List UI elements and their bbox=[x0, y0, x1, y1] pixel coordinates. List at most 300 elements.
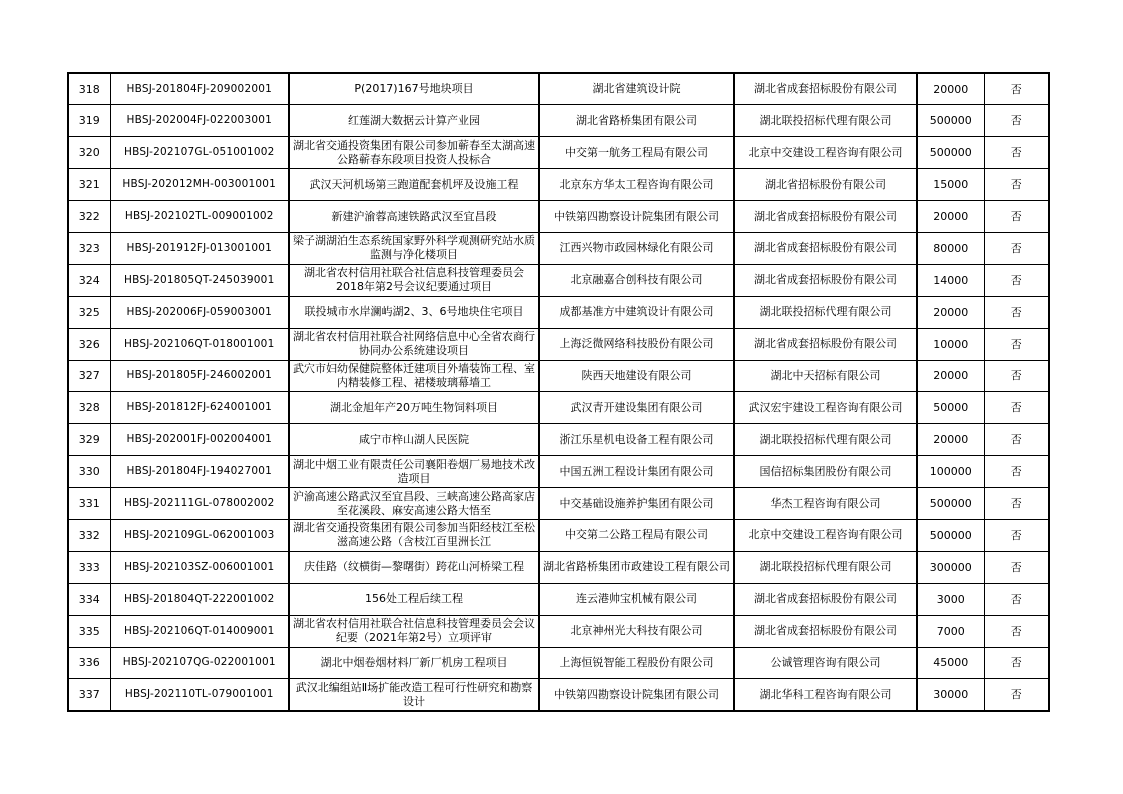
amount-cell bbox=[917, 360, 984, 392]
flag-cell bbox=[984, 73, 1049, 105]
flag: 否 bbox=[1010, 146, 1022, 160]
flag: 否 bbox=[1010, 305, 1022, 319]
bid-agency: 湖北联投招标代理有限公司 bbox=[759, 305, 892, 319]
design-unit-cell bbox=[539, 551, 734, 583]
amount-cell bbox=[917, 488, 984, 520]
bid-agency-cell bbox=[734, 73, 917, 105]
project-code-cell bbox=[110, 360, 289, 392]
row-number: 334 bbox=[78, 592, 100, 606]
project-code-cell bbox=[110, 328, 289, 360]
row-number-cell bbox=[68, 392, 110, 424]
project-code: HBSJ-202004FJ-022003001 bbox=[126, 114, 272, 127]
design-unit: 中交第二公路工程局有限公司 bbox=[565, 528, 708, 542]
row-number: 326 bbox=[78, 337, 100, 351]
design-unit-cell bbox=[539, 105, 734, 137]
project-code-cell bbox=[110, 232, 289, 264]
row-number: 336 bbox=[78, 656, 100, 670]
bid-agency-cell bbox=[734, 105, 917, 137]
bid-agency: 湖北省成套招标股份有限公司 bbox=[754, 624, 897, 638]
flag-cell bbox=[984, 232, 1049, 264]
row-number-cell bbox=[68, 296, 110, 328]
bid-agency-cell bbox=[734, 264, 917, 296]
amount: 20000 bbox=[933, 433, 969, 447]
records-table bbox=[67, 72, 1050, 712]
flag: 否 bbox=[1010, 82, 1022, 96]
design-unit: 湖北省路桥集团有限公司 bbox=[576, 113, 697, 127]
design-unit: 北京神州光大科技有限公司 bbox=[570, 624, 703, 638]
project-code: HBSJ-201804FJ-194027001 bbox=[126, 465, 272, 478]
design-unit-cell bbox=[539, 583, 734, 615]
design-unit: 上海恒锐智能工程股份有限公司 bbox=[559, 655, 714, 669]
project-name: 咸宁市梓山湖人民医院 bbox=[359, 432, 469, 446]
row-number-cell bbox=[68, 679, 110, 711]
project-name: 湖北中烟卷烟材料厂新厂机房工程项目 bbox=[320, 655, 508, 669]
project-name: 新建沪渝蓉高速铁路武汉至宜昌段 bbox=[331, 209, 497, 223]
project-name-cell bbox=[289, 201, 539, 233]
project-name: 武汉天河机场第三跑道配套机坪及设施工程 bbox=[309, 177, 519, 191]
project-name-cell bbox=[289, 264, 539, 296]
row-number: 320 bbox=[78, 146, 100, 160]
flag: 否 bbox=[1010, 656, 1022, 670]
row-number-cell bbox=[68, 456, 110, 488]
design-unit-cell bbox=[539, 392, 734, 424]
flag: 否 bbox=[1010, 241, 1022, 255]
bid-agency-cell bbox=[734, 201, 917, 233]
project-name: 庆佳路（纹横街—黎曙街）跨花山河桥梁工程 bbox=[304, 560, 524, 574]
project-name: 武汉北编组站Ⅱ场扩能改造工程可行性研究和勘察设计 bbox=[295, 680, 533, 708]
bid-agency: 湖北华科工程咨询有限公司 bbox=[759, 687, 892, 701]
row-number-cell bbox=[68, 73, 110, 105]
flag-cell bbox=[984, 679, 1049, 711]
project-code-cell bbox=[110, 105, 289, 137]
amount-cell bbox=[917, 456, 984, 488]
amount: 500000 bbox=[929, 497, 972, 511]
table-row bbox=[68, 105, 1049, 137]
project-code-cell bbox=[110, 169, 289, 201]
amount: 14000 bbox=[933, 273, 969, 287]
bid-agency-cell bbox=[734, 519, 917, 551]
design-unit-cell bbox=[539, 424, 734, 456]
project-code: HBSJ-202110TL-079001001 bbox=[124, 688, 274, 701]
project-code: HBSJ-202103SZ-006001001 bbox=[124, 560, 275, 573]
project-code: HBSJ-201805QT-245039001 bbox=[124, 273, 275, 286]
row-number: 331 bbox=[78, 497, 100, 511]
project-code-cell bbox=[110, 647, 289, 679]
amount: 10000 bbox=[933, 337, 969, 351]
flag: 否 bbox=[1010, 592, 1022, 606]
flag-cell bbox=[984, 424, 1049, 456]
row-number-cell bbox=[68, 551, 110, 583]
amount: 3000 bbox=[936, 592, 965, 606]
project-name: 湖北省农村信用社联合社网络信息中心全省农商行协同办公系统建设项目 bbox=[293, 330, 535, 358]
row-number-cell bbox=[68, 137, 110, 169]
table-row bbox=[68, 392, 1049, 424]
amount: 20000 bbox=[933, 82, 969, 96]
project-code-cell bbox=[110, 73, 289, 105]
project-code-cell bbox=[110, 296, 289, 328]
bid-agency-cell bbox=[734, 424, 917, 456]
amount-cell bbox=[917, 519, 984, 551]
row-number: 329 bbox=[78, 433, 100, 447]
project-code-cell bbox=[110, 583, 289, 615]
design-unit: 中铁第四勘察设计院集团有限公司 bbox=[554, 687, 719, 701]
row-number-cell bbox=[68, 169, 110, 201]
project-name-cell bbox=[289, 456, 539, 488]
row-number-cell bbox=[68, 488, 110, 520]
bid-agency: 湖北省成套招标股份有限公司 bbox=[754, 209, 897, 223]
design-unit-cell bbox=[539, 328, 734, 360]
project-name-cell bbox=[289, 551, 539, 583]
design-unit: 中铁第四勘察设计院集团有限公司 bbox=[554, 209, 719, 223]
design-unit: 北京东方华太工程咨询有限公司 bbox=[559, 177, 714, 191]
design-unit: 中交基础设施养护集团有限公司 bbox=[559, 496, 714, 510]
project-code-cell bbox=[110, 551, 289, 583]
row-number-cell bbox=[68, 105, 110, 137]
table-row bbox=[68, 551, 1049, 583]
amount: 45000 bbox=[933, 656, 969, 670]
flag: 否 bbox=[1010, 178, 1022, 192]
amount-cell bbox=[917, 201, 984, 233]
bid-agency: 湖北中天招标有限公司 bbox=[770, 368, 881, 382]
project-code: HBSJ-202106QT-018001001 bbox=[124, 337, 275, 350]
flag: 否 bbox=[1010, 401, 1022, 415]
amount-cell bbox=[917, 647, 984, 679]
table-row bbox=[68, 615, 1049, 647]
project-code: HBSJ-202107QG-022001001 bbox=[122, 656, 276, 669]
flag-cell bbox=[984, 392, 1049, 424]
bid-agency: 湖北省成套招标股份有限公司 bbox=[754, 241, 897, 255]
design-unit: 湖北省路桥集团市政建设工程有限公司 bbox=[543, 560, 730, 574]
flag-cell bbox=[984, 328, 1049, 360]
flag: 否 bbox=[1010, 369, 1022, 383]
row-number: 327 bbox=[78, 369, 100, 383]
design-unit: 上海泛微网络科技股份有限公司 bbox=[559, 337, 714, 351]
flag-cell bbox=[984, 105, 1049, 137]
table-row bbox=[68, 264, 1049, 296]
flag: 否 bbox=[1010, 497, 1022, 511]
design-unit: 陕西天地建设有限公司 bbox=[581, 368, 692, 382]
amount: 30000 bbox=[933, 688, 969, 702]
project-name-cell bbox=[289, 328, 539, 360]
bid-agency-cell bbox=[734, 647, 917, 679]
project-code: HBSJ-202109GL-062001003 bbox=[124, 528, 275, 541]
project-name: 湖北省农村信用社联合社信息科技管理委员会2018年第2号会议纪要通过项目 bbox=[304, 266, 524, 294]
table-row bbox=[68, 360, 1049, 392]
project-code: HBSJ-202106QT-014009001 bbox=[124, 624, 275, 637]
design-unit-cell bbox=[539, 264, 734, 296]
flag: 否 bbox=[1010, 433, 1022, 447]
design-unit-cell bbox=[539, 360, 734, 392]
project-name-cell bbox=[289, 583, 539, 615]
design-unit-cell bbox=[539, 232, 734, 264]
amount-cell bbox=[917, 137, 984, 169]
row-number: 335 bbox=[78, 624, 100, 638]
flag-cell bbox=[984, 551, 1049, 583]
bid-agency-cell bbox=[734, 392, 917, 424]
bid-agency-cell bbox=[734, 488, 917, 520]
design-unit: 武汉青开建设集团有限公司 bbox=[570, 400, 703, 414]
row-number: 337 bbox=[78, 688, 100, 702]
design-unit-cell bbox=[539, 679, 734, 711]
bid-agency: 国信招标集团股份有限公司 bbox=[759, 464, 892, 478]
amount: 20000 bbox=[933, 210, 969, 223]
project-name-cell bbox=[289, 232, 539, 264]
project-name: 武穴市妇幼保健院整体迁建项目外墙装饰工程、室内精装修工程、裙楼玻璃幕墙工 bbox=[293, 361, 535, 389]
design-unit: 成都基准方中建筑设计有限公司 bbox=[559, 305, 714, 319]
amount: 20000 bbox=[933, 305, 969, 319]
row-number-cell bbox=[68, 519, 110, 551]
project-code-cell bbox=[110, 679, 289, 711]
design-unit: 中交第一航务工程局有限公司 bbox=[565, 145, 708, 159]
amount-cell bbox=[917, 264, 984, 296]
amount: 100000 bbox=[929, 465, 972, 479]
bid-agency-cell bbox=[734, 169, 917, 201]
project-code: HBSJ-202001FJ-002004001 bbox=[126, 433, 272, 446]
row-number: 321 bbox=[78, 178, 100, 192]
flag-cell bbox=[984, 456, 1049, 488]
amount-cell bbox=[917, 232, 984, 264]
bid-agency: 北京中交建设工程咨询有限公司 bbox=[748, 528, 903, 542]
row-number: 330 bbox=[78, 465, 100, 479]
bid-agency: 湖北联投招标代理有限公司 bbox=[759, 432, 892, 446]
row-number-cell bbox=[68, 615, 110, 647]
amount: 500000 bbox=[929, 146, 972, 160]
table-row bbox=[68, 519, 1049, 551]
design-unit-cell bbox=[539, 647, 734, 679]
bid-agency-cell bbox=[734, 296, 917, 328]
project-code-cell bbox=[110, 137, 289, 169]
bid-agency: 公诚管理咨询有限公司 bbox=[770, 655, 881, 669]
project-name: 梁子湖湖泊生态系统国家野外科学观测研究站水质监测与净化楼项目 bbox=[293, 234, 535, 262]
bid-agency-cell bbox=[734, 137, 917, 169]
bid-agency-cell bbox=[734, 583, 917, 615]
amount-cell bbox=[917, 424, 984, 456]
flag-cell bbox=[984, 296, 1049, 328]
design-unit-cell bbox=[539, 169, 734, 201]
design-unit-cell bbox=[539, 296, 734, 328]
design-unit: 北京融嘉合创科技有限公司 bbox=[570, 273, 703, 287]
project-code-cell bbox=[110, 392, 289, 424]
flag-cell bbox=[984, 201, 1049, 233]
row-number: 325 bbox=[78, 305, 100, 319]
flag: 否 bbox=[1010, 528, 1022, 542]
flag-cell bbox=[984, 169, 1049, 201]
amount: 500000 bbox=[929, 114, 972, 128]
row-number-cell bbox=[68, 328, 110, 360]
bid-agency: 武汉宏宇建设工程咨询有限公司 bbox=[748, 400, 903, 414]
amount-cell bbox=[917, 169, 984, 201]
project-name-cell bbox=[289, 169, 539, 201]
row-number-cell bbox=[68, 232, 110, 264]
flag-cell bbox=[984, 647, 1049, 679]
project-code: HBSJ-202012MH-003001001 bbox=[122, 178, 277, 191]
project-name: 湖北省交通投资集团有限公司参加蕲春至太湖高速公路蕲春东段项目投资人投标合 bbox=[293, 138, 535, 166]
project-name-cell bbox=[289, 647, 539, 679]
amount-cell bbox=[917, 615, 984, 647]
design-unit-cell bbox=[539, 456, 734, 488]
project-name: 红莲湖大数据云计算产业园 bbox=[348, 113, 480, 127]
amount: 7000 bbox=[936, 624, 965, 638]
bid-agency: 湖北省招标股份有限公司 bbox=[765, 177, 886, 191]
flag-cell bbox=[984, 488, 1049, 520]
project-name-cell bbox=[289, 105, 539, 137]
amount-cell bbox=[917, 583, 984, 615]
project-name: P(2017)167号地块项目 bbox=[354, 82, 474, 96]
project-name-cell bbox=[289, 137, 539, 169]
bid-agency-cell bbox=[734, 679, 917, 711]
project-code-cell bbox=[110, 456, 289, 488]
table-row bbox=[68, 296, 1049, 328]
table-row bbox=[68, 201, 1049, 233]
amount-cell bbox=[917, 73, 984, 105]
project-code-cell bbox=[110, 519, 289, 551]
table-row bbox=[68, 583, 1049, 615]
amount-cell bbox=[917, 328, 984, 360]
amount-cell bbox=[917, 296, 984, 328]
project-name-cell bbox=[289, 360, 539, 392]
row-number: 328 bbox=[78, 401, 100, 415]
bid-agency-cell bbox=[734, 232, 917, 264]
bid-agency-cell bbox=[734, 615, 917, 647]
bid-agency-cell bbox=[734, 360, 917, 392]
bid-agency: 北京中交建设工程咨询有限公司 bbox=[748, 145, 903, 159]
amount: 20000 bbox=[933, 369, 969, 383]
project-name: 湖北金旭年产20万吨生物饲料项目 bbox=[330, 400, 498, 414]
amount: 300000 bbox=[929, 560, 972, 574]
amount-cell bbox=[917, 679, 984, 711]
bid-agency: 湖北省成套招标股份有限公司 bbox=[754, 82, 897, 96]
amount: 15000 bbox=[933, 178, 969, 192]
flag: 否 bbox=[1010, 465, 1022, 479]
project-code: HBSJ-201804QT-222001002 bbox=[124, 592, 275, 605]
table-row bbox=[68, 679, 1049, 711]
table-row bbox=[68, 137, 1049, 169]
bid-agency-cell bbox=[734, 328, 917, 360]
flag: 否 bbox=[1010, 210, 1022, 223]
design-unit: 连云港帅宝机械有限公司 bbox=[576, 592, 697, 606]
bid-agency-cell bbox=[734, 551, 917, 583]
table-row bbox=[68, 424, 1049, 456]
project-code-cell bbox=[110, 615, 289, 647]
design-unit-cell bbox=[539, 519, 734, 551]
row-number-cell bbox=[68, 647, 110, 679]
project-name-cell bbox=[289, 424, 539, 456]
row-number: 332 bbox=[78, 528, 100, 542]
row-number: 322 bbox=[78, 210, 100, 223]
row-number: 324 bbox=[78, 273, 100, 287]
design-unit: 浙江乐星机电设备工程有限公司 bbox=[559, 432, 714, 446]
project-name-cell bbox=[289, 73, 539, 105]
row-number: 319 bbox=[78, 114, 100, 128]
design-unit: 中国五洲工程设计集团有限公司 bbox=[559, 464, 714, 478]
project-code: HBSJ-202107GL-051001002 bbox=[124, 146, 275, 159]
bid-agency: 湖北联投招标代理有限公司 bbox=[759, 560, 892, 574]
amount-cell bbox=[917, 551, 984, 583]
table-row bbox=[68, 488, 1049, 520]
design-unit: 湖北省建筑设计院 bbox=[592, 82, 681, 96]
project-name: 联投城市水岸澜屿湖2、3、6号地块住宅项目 bbox=[304, 305, 524, 319]
bid-agency: 华杰工程咨询有限公司 bbox=[770, 496, 881, 510]
project-name-cell bbox=[289, 488, 539, 520]
flag-cell bbox=[984, 360, 1049, 392]
table-row bbox=[68, 232, 1049, 264]
design-unit-cell bbox=[539, 137, 734, 169]
project-code-cell bbox=[110, 424, 289, 456]
bid-agency: 湖北省成套招标股份有限公司 bbox=[754, 273, 897, 287]
flag: 否 bbox=[1010, 114, 1022, 128]
amount: 80000 bbox=[933, 241, 969, 255]
bid-agency: 湖北省成套招标股份有限公司 bbox=[754, 592, 897, 606]
row-number-cell bbox=[68, 264, 110, 296]
row-number-cell bbox=[68, 360, 110, 392]
project-code: HBSJ-201804FJ-209002001 bbox=[126, 82, 272, 95]
design-unit-cell bbox=[539, 615, 734, 647]
project-name: 沪渝高速公路武汉至宜昌段、三峡高速公路高家店至花溪段、麻安高速公路大悟至 bbox=[293, 489, 535, 517]
table-row bbox=[68, 647, 1049, 679]
project-code: HBSJ-201912FJ-013001001 bbox=[126, 241, 272, 254]
flag: 否 bbox=[1010, 337, 1022, 351]
amount: 500000 bbox=[929, 528, 972, 542]
flag: 否 bbox=[1010, 560, 1022, 574]
design-unit: 江西兴物市政园林绿化有限公司 bbox=[559, 241, 714, 255]
flag: 否 bbox=[1010, 273, 1022, 287]
flag-cell bbox=[984, 264, 1049, 296]
project-code-cell bbox=[110, 201, 289, 233]
project-name-cell bbox=[289, 392, 539, 424]
row-number: 318 bbox=[78, 82, 100, 96]
project-code: HBSJ-202006FJ-059003001 bbox=[126, 305, 272, 318]
project-code-cell bbox=[110, 264, 289, 296]
project-name-cell bbox=[289, 296, 539, 328]
row-number: 323 bbox=[78, 241, 100, 255]
row-number-cell bbox=[68, 583, 110, 615]
project-name-cell bbox=[289, 679, 539, 711]
flag-cell bbox=[984, 583, 1049, 615]
project-name: 湖北中烟工业有限责任公司襄阳卷烟厂易地技术改造项目 bbox=[293, 457, 535, 485]
table-row bbox=[68, 169, 1049, 201]
project-name-cell bbox=[289, 615, 539, 647]
project-code: HBSJ-201812FJ-624001001 bbox=[126, 401, 272, 414]
row-number-cell bbox=[68, 201, 110, 233]
design-unit-cell bbox=[539, 488, 734, 520]
flag-cell bbox=[984, 615, 1049, 647]
project-name: 湖北省农村信用社联合社信息科技管理委员会会议纪要（2021年第2号）立项评审 bbox=[293, 617, 535, 645]
project-code: HBSJ-202111GL-078002002 bbox=[124, 497, 275, 510]
bid-agency: 湖北联投招标代理有限公司 bbox=[759, 113, 892, 127]
design-unit-cell bbox=[539, 73, 734, 105]
amount-cell bbox=[917, 105, 984, 137]
project-name: 156处工程后续工程 bbox=[365, 592, 463, 606]
design-unit-cell bbox=[539, 201, 734, 233]
bid-agency-cell bbox=[734, 456, 917, 488]
table-row bbox=[68, 328, 1049, 360]
table-row bbox=[68, 456, 1049, 488]
bid-agency: 湖北省成套招标股份有限公司 bbox=[754, 337, 897, 351]
row-number-cell bbox=[68, 424, 110, 456]
flag-cell bbox=[984, 137, 1049, 169]
project-name-cell bbox=[289, 519, 539, 551]
project-code: HBSJ-202102TL-009001002 bbox=[124, 210, 274, 222]
flag: 否 bbox=[1010, 688, 1022, 702]
project-name: 湖北省交通投资集团有限公司参加当阳经枝江至松滋高速公路（含枝江百里洲长江 bbox=[293, 521, 535, 549]
project-code-cell bbox=[110, 488, 289, 520]
flag: 否 bbox=[1010, 624, 1022, 638]
table-row bbox=[68, 73, 1049, 105]
flag-cell bbox=[984, 519, 1049, 551]
project-code: HBSJ-201805FJ-246002001 bbox=[126, 369, 272, 382]
amount-cell bbox=[917, 392, 984, 424]
row-number: 333 bbox=[78, 560, 100, 574]
